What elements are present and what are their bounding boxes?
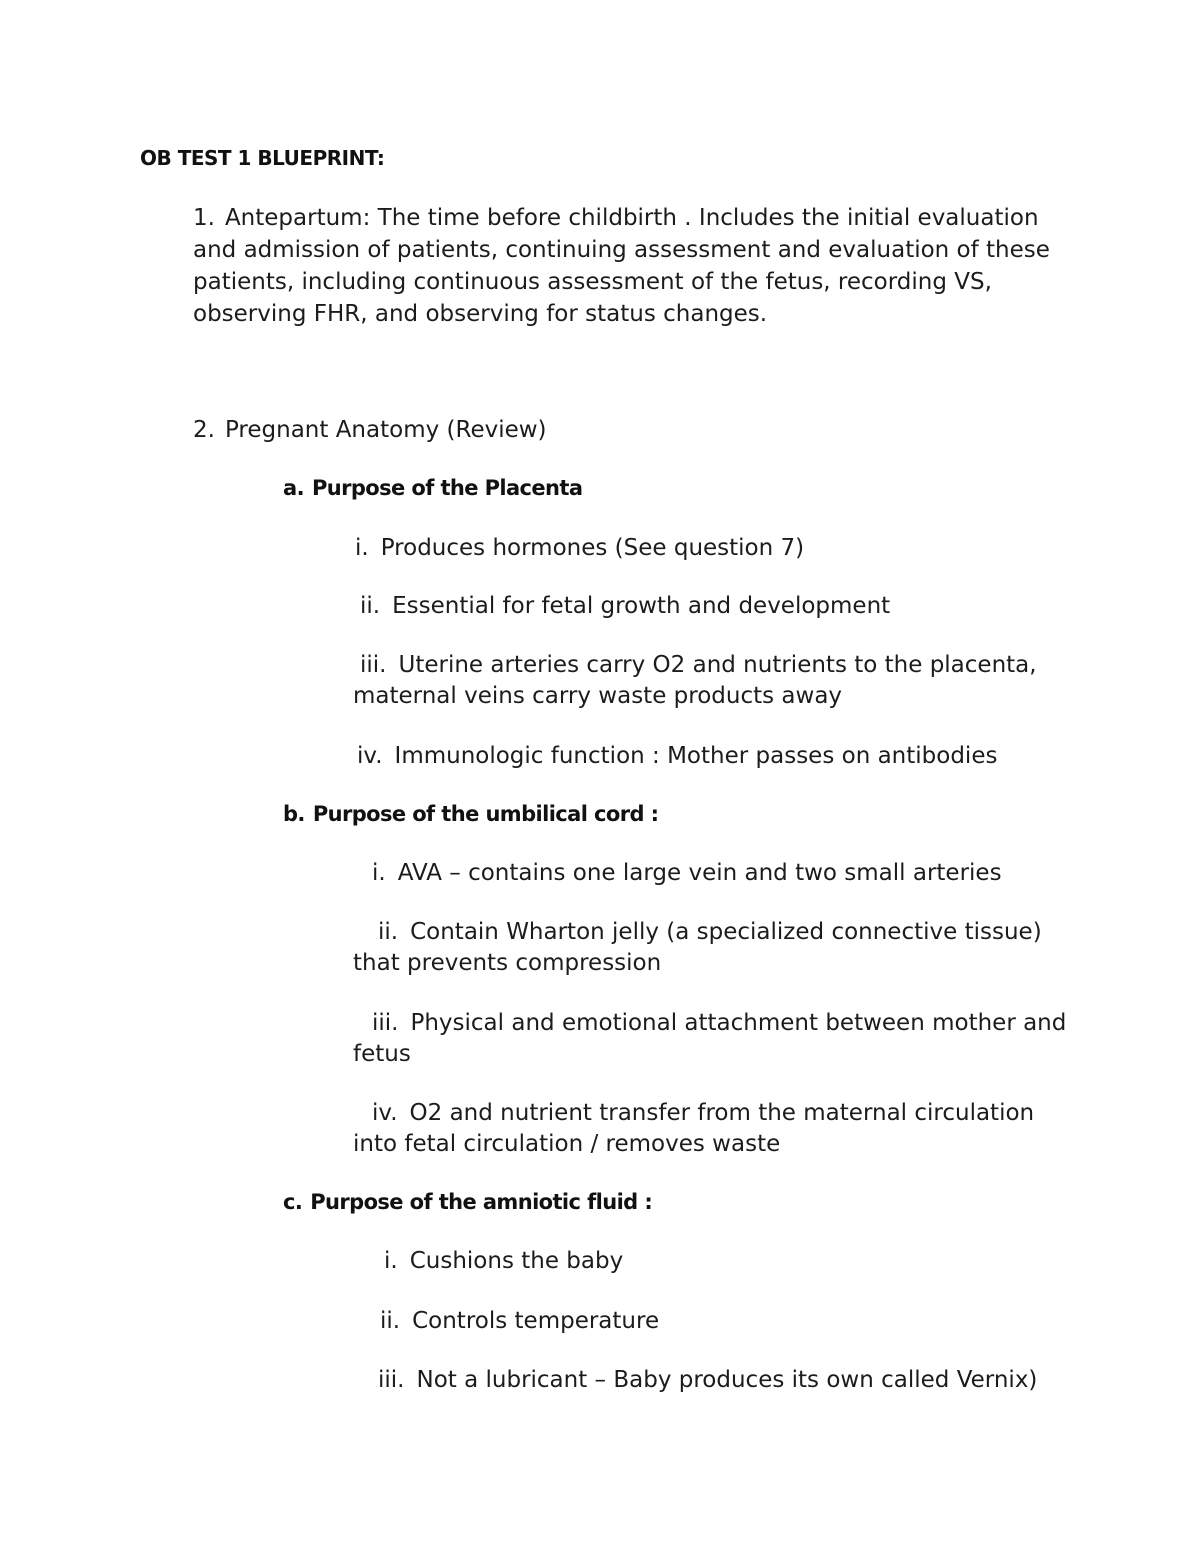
amniotic-item-3-numeral: iii.: [378, 1367, 405, 1393]
amniotic-item-3: [378, 1365, 1037, 1396]
cord-item-1-text: AVA – contains one large vein and two small arteries: [397, 860, 1002, 886]
section-2-label: Pregnant Anatomy (Review): [224, 417, 547, 443]
placenta-item-3-numeral: iii.: [360, 652, 387, 678]
placenta-item-2-numeral: ii.: [360, 593, 381, 619]
placenta-item-1-numeral: i.: [355, 535, 369, 561]
subsection-b-title: Purpose of the umbilical cord :: [312, 802, 659, 826]
placenta-item-1-text: Produces hormones (See question 7): [380, 535, 805, 561]
cord-item-2-cont: that prevents compression: [353, 950, 662, 976]
cord-item-1: [372, 858, 1002, 889]
section-1-line-1: [193, 202, 1039, 234]
placenta-item-4: [357, 741, 997, 772]
cord-item-3-numeral: iii.: [372, 1010, 399, 1036]
section-1-number: 1.: [193, 205, 215, 231]
placenta-item-3-text-1: Uterine arteries carry O2 and nutrients to the placenta,: [398, 652, 1037, 678]
amniotic-item-2-numeral: ii.: [380, 1308, 401, 1334]
section-2-line: [193, 414, 547, 446]
cord-item-3: [372, 1008, 1066, 1039]
cord-item-1-numeral: i.: [372, 860, 386, 886]
section-1-line-2: and admission of patients, continuing assessment and evaluation of these: [193, 237, 1050, 263]
cord-item-2: [378, 917, 1042, 948]
cord-item-4-text-1: O2 and nutrient transfer from the maternal circulation: [409, 1100, 1035, 1126]
subsection-c-letter: c.: [283, 1190, 303, 1214]
section-1-text-1: Antepartum: The time before childbirth . Includes the initial evaluation: [224, 205, 1039, 231]
subsection-c-heading: [283, 1190, 652, 1214]
placenta-item-3-cont: maternal veins carry waste products away: [353, 683, 843, 709]
amniotic-item-2-text: Controls temperature: [412, 1308, 660, 1334]
amniotic-item-1-numeral: i.: [384, 1248, 398, 1274]
placenta-item-4-text: Immunologic function : Mother passes on antibodies: [394, 743, 998, 769]
cord-item-4-numeral: iv.: [372, 1100, 398, 1126]
section-1-line-3: patients, including continuous assessment of the fetus, recording VS,: [193, 269, 992, 295]
subsection-b-letter: b.: [283, 802, 305, 826]
placenta-item-3: [360, 650, 1037, 681]
amniotic-item-2: [380, 1306, 659, 1337]
amniotic-item-3-text: Not a lubricant – Baby produces its own called Vernix): [416, 1367, 1038, 1393]
cord-item-4: [372, 1098, 1034, 1129]
document-title: OB TEST 1 BLUEPRINT:: [140, 146, 385, 170]
subsection-b-heading: [283, 802, 658, 826]
subsection-a-heading: [283, 476, 582, 500]
cord-item-3-cont: fetus: [353, 1041, 411, 1067]
placenta-item-1: [355, 533, 804, 564]
section-2-number: 2.: [193, 417, 215, 443]
cord-item-2-numeral: ii.: [378, 919, 399, 945]
placenta-item-2: [360, 591, 890, 622]
cord-item-4-cont: into fetal circulation / removes waste: [353, 1131, 781, 1157]
subsection-a-title: Purpose of the Placenta: [311, 476, 583, 500]
section-1-line-4: observing FHR, and observing for status changes.: [193, 301, 768, 327]
cord-item-3-text-1: Physical and emotional attachment between mother and: [410, 1010, 1067, 1036]
amniotic-item-1-text: Cushions the baby: [409, 1248, 624, 1274]
subsection-c-title: Purpose of the amniotic fluid :: [310, 1190, 653, 1214]
placenta-item-2-text: Essential for fetal growth and development: [392, 593, 891, 619]
subsection-a-letter: a.: [283, 476, 304, 500]
cord-item-2-text-1: Contain Wharton jelly (a specialized connective tissue): [410, 919, 1042, 945]
placenta-item-4-numeral: iv.: [357, 743, 383, 769]
amniotic-item-1: [384, 1246, 623, 1277]
